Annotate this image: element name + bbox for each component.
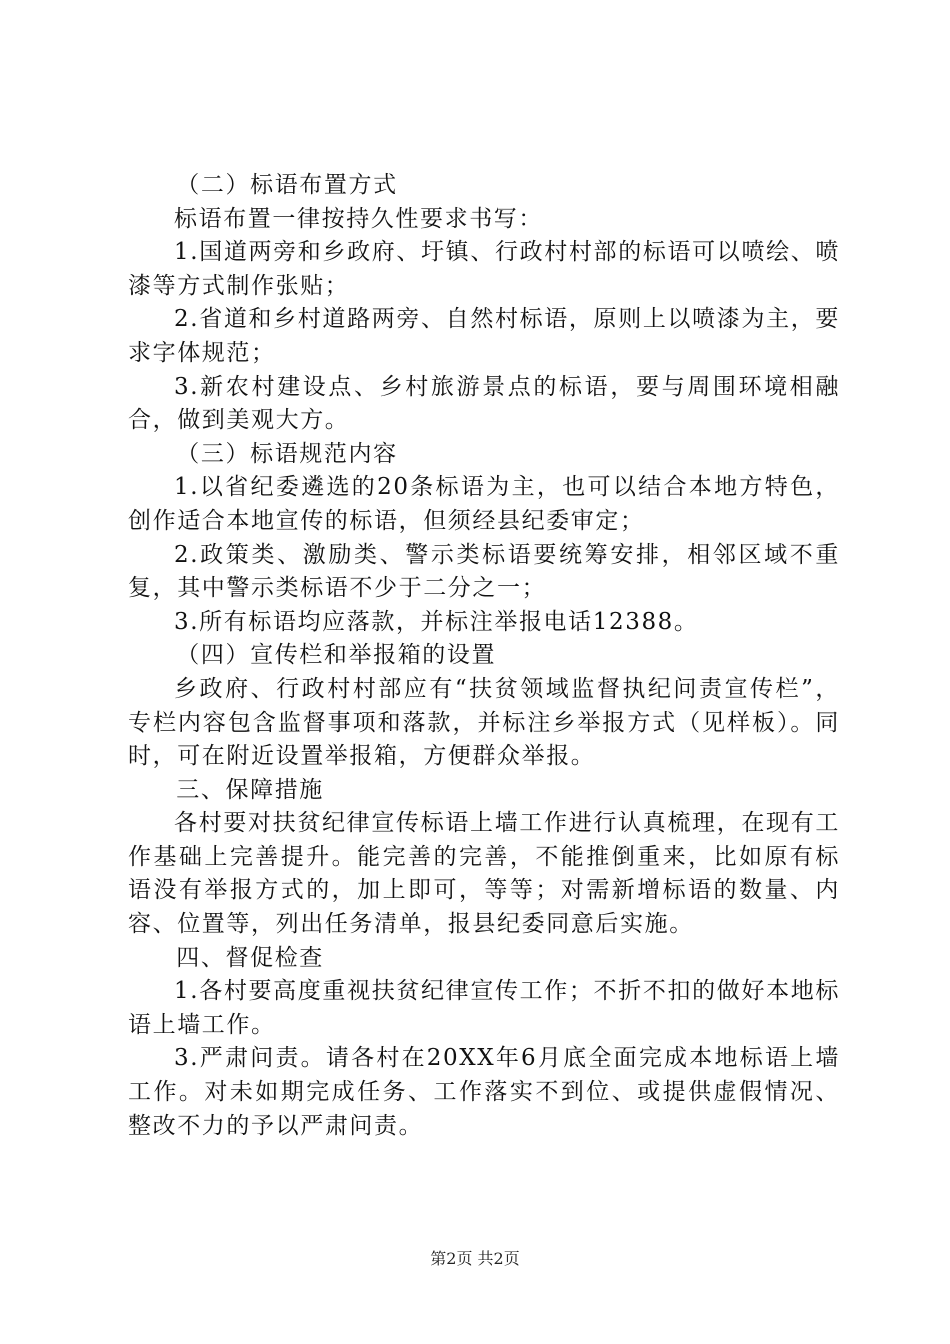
paragraph: 标语布置一律按持久性要求书写： bbox=[174, 205, 543, 232]
list-item: 3.新农村建设点、乡村旅游景点的标语，要与周围环境相融合，做到美观大方。 bbox=[128, 373, 840, 434]
list-item: 2.政策类、激励类、警示类标语要统筹安排，相邻区域不重复，其中警示类标语不少于二分之一； bbox=[128, 541, 840, 602]
paragraph: 各村要对扶贫纪律宣传标语上墙工作进行认真梳理，在现有工作基础上完善提升。能完善的完善，不能推倒重来，比如原有标语没有举报方式的，加上即可，等等；对需新增标语的数量、内容、位置等，列出任务清单，报县纪委同意后实施。 bbox=[128, 810, 840, 938]
section-heading-inspection: 四、督促检查 bbox=[176, 944, 324, 971]
page-footer bbox=[0, 1249, 950, 1269]
list-item: 1.各村要高度重视扶贫纪律宣传工作；不折不扣的做好本地标语上墙工作。 bbox=[128, 978, 840, 1038]
list-item: 2.省道和乡村道路两旁、自然村标语，原则上以喷漆为主，要求字体规范； bbox=[128, 306, 840, 366]
list-item: 3.所有标语均应落款，并标注举报电话12388。 bbox=[174, 608, 699, 635]
page-number: 第2页 共2页 bbox=[430, 1249, 520, 1268]
list-item: 3.严肃问责。请各村在20XX年6月底全面完成本地标语上墙工作。对未如期完成任务、工作落实不到位、或提供虚假情况、整改不力的予以严肃问责。 bbox=[128, 1045, 840, 1139]
section-heading-safeguards: 三、保障措施 bbox=[176, 776, 324, 803]
document-body bbox=[128, 169, 840, 1143]
section-heading-board-and-box: （四）宣传栏和举报箱的设置 bbox=[176, 642, 497, 669]
paragraph: 乡政府、行政村村部应有“扶贫领域监督执纪问责宣传栏”，专栏内容包含监督事项和落款，并标注乡举报方式（见样板）。同时，可在附近设置举报箱，方便群众举报。 bbox=[128, 675, 840, 770]
section-heading-slogan-layout: （二）标语布置方式 bbox=[176, 172, 398, 198]
section-heading-slogan-content: （三）标语规范内容 bbox=[176, 440, 398, 467]
list-item: 1.国道两旁和乡政府、圩镇、行政村村部的标语可以喷绘、喷漆等方式制作张贴； bbox=[128, 239, 840, 299]
list-item: 1.以省纪委遴选的20条标语为主，也可以结合本地方特色，创作适合本地宣传的标语，但须经县纪委审定； bbox=[128, 474, 840, 534]
